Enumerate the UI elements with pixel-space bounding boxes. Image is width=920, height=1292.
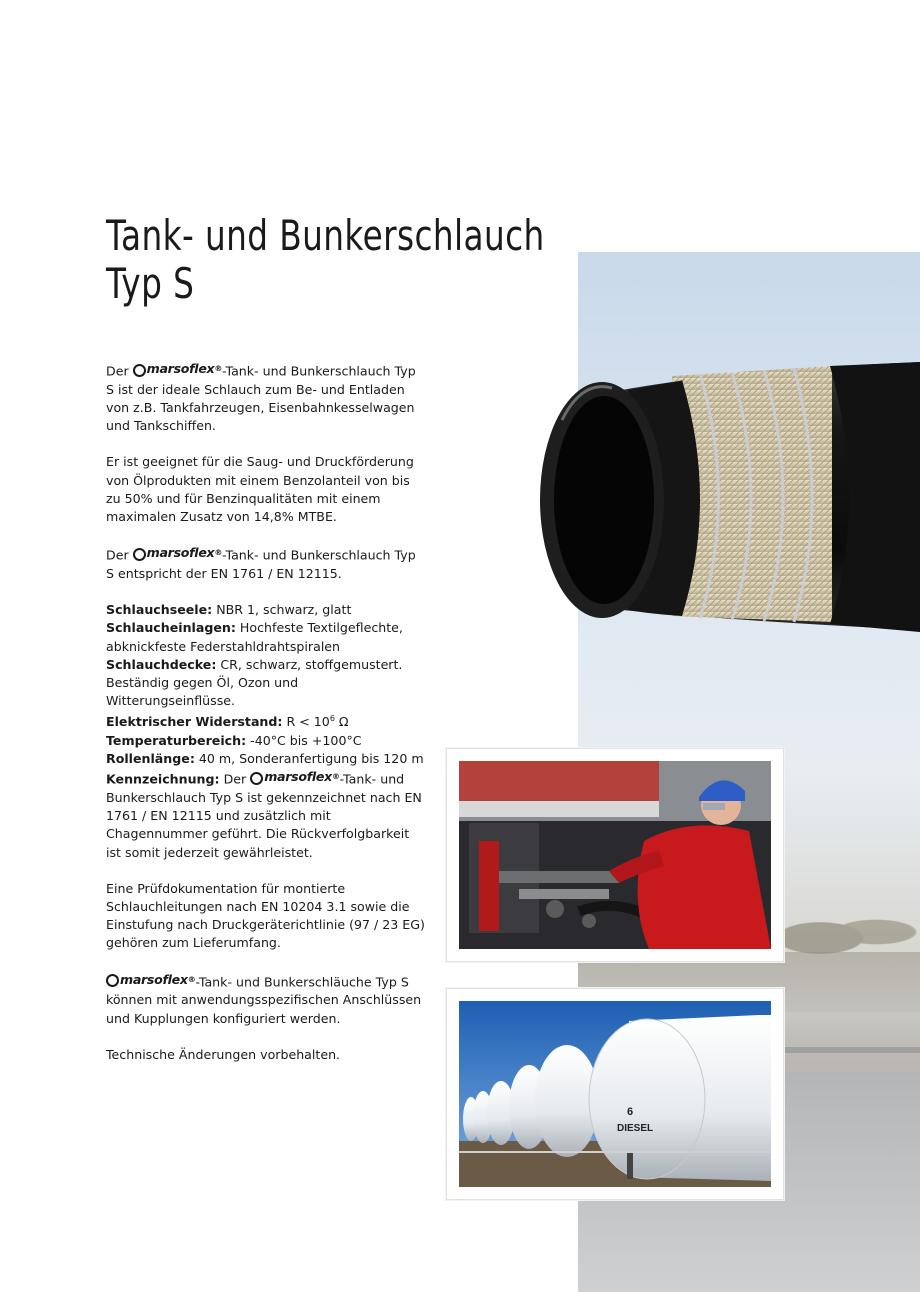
intro-paragraph-2: Er ist geeignet für die Saug- und Druckförderung von Ölprodukten mit einem Benzolanteil von bis zu 50% und für Benzinqualitäten mit einem maximalen Zusatz von 14,8% MTBE. <box>106 454 414 525</box>
page-title <box>106 212 545 308</box>
marsoflex-logo: marsoflex ® <box>133 544 222 562</box>
title-line-1: Tank- und Bunkerschlauch <box>106 211 545 260</box>
marsoflex-logo-icon <box>250 772 263 785</box>
intro-paragraph-3: Der marsoflex ® -Tank- und Bunkerschlauch Typ S entspricht der EN 1761 / EN 12115. <box>106 545 416 582</box>
photo-diesel-tanks <box>446 988 784 1200</box>
photo-worker-tank-truck <box>446 748 784 962</box>
spec-temp-label: Temperaturbereich: <box>106 732 247 748</box>
tank-number: 6 <box>627 1106 634 1118</box>
spec-decke-label: Schlauchdecke: <box>106 656 217 672</box>
marsoflex-logo: marsoflex ® <box>250 768 339 786</box>
spec-einlagen-label: Schlaucheinlagen: <box>106 620 236 636</box>
spec-rolle-label: Rollenlänge: <box>106 751 195 767</box>
closing-paragraph-3: Technische Änderungen vorbehalten. <box>106 1046 341 1062</box>
marsoflex-logo-icon <box>133 548 146 561</box>
marsoflex-logo-icon <box>106 974 119 987</box>
intro-paragraph-1: Der marsoflex ® -Tank- und Bunkerschlauch Typ S ist der ideale Schlauch zum Be- und Entladen von z.B. Tankfahrzeugen, Eisenbahnkesselwagen und Tankschiffen. <box>106 361 416 434</box>
spec-seele-label: Schlauchseele: <box>106 602 213 618</box>
spec-kenn-label: Kennzeichnung: <box>106 771 220 787</box>
marsoflex-logo: marsoflex ® <box>133 360 222 378</box>
tank-label: DIESEL <box>617 1123 654 1134</box>
worker-illustration <box>459 761 771 949</box>
description-text <box>106 360 426 1082</box>
specifications: Schlauchseele: NBR 1, schwarz, glatt Schlaucheinlagen: Hochfeste Textilgeflechte, abknickfeste Federstahldrahtspiralen Schlauchdecke: CR, schwarz, stoffgemustert. Beständig gegen Öl, Ozon und Witterungseinflüsse. Elektrischer Widerstand: $R < 10^6$ Ω Temperaturbereich: -40°C bis +100°C Rollenlänge: 40 m, Sonderanfertigung bis 120 m Kennzeichnung: Der marsoflex ® -Tank- und Bunkerschlauch Typ S ist gekennzeichnet nach EN 1761 / EN 12115 und zusätzlich mit Chagennummer geführt. Die Rückverfolgbarkeit ist somit jederzeit gewährleistet. <box>106 602 424 860</box>
marsoflex-logo-icon <box>133 364 146 377</box>
tanks-illustration <box>459 1001 771 1187</box>
spec-widerstand-label: Elektrischer Widerstand: <box>106 714 283 730</box>
closing-paragraph-1: Eine Prüfdokumentation für montierte Schlauchleitungen nach EN 10204 3.1 sowie die Einstufung nach Druckgeräterichtlinie (97 / 23 EG) gehören zum Lieferumfang. <box>106 880 425 951</box>
closing-paragraph-2: marsoflex ® -Tank- und Bunkerschläuche Typ S können mit anwendungsspezifischen Anschlüssen und Kupplungen konfiguriert werden. <box>106 971 422 1026</box>
title-line-2: Typ S <box>106 259 195 308</box>
hose-product-image <box>532 360 920 636</box>
marsoflex-logo: marsoflex ® <box>106 971 195 989</box>
